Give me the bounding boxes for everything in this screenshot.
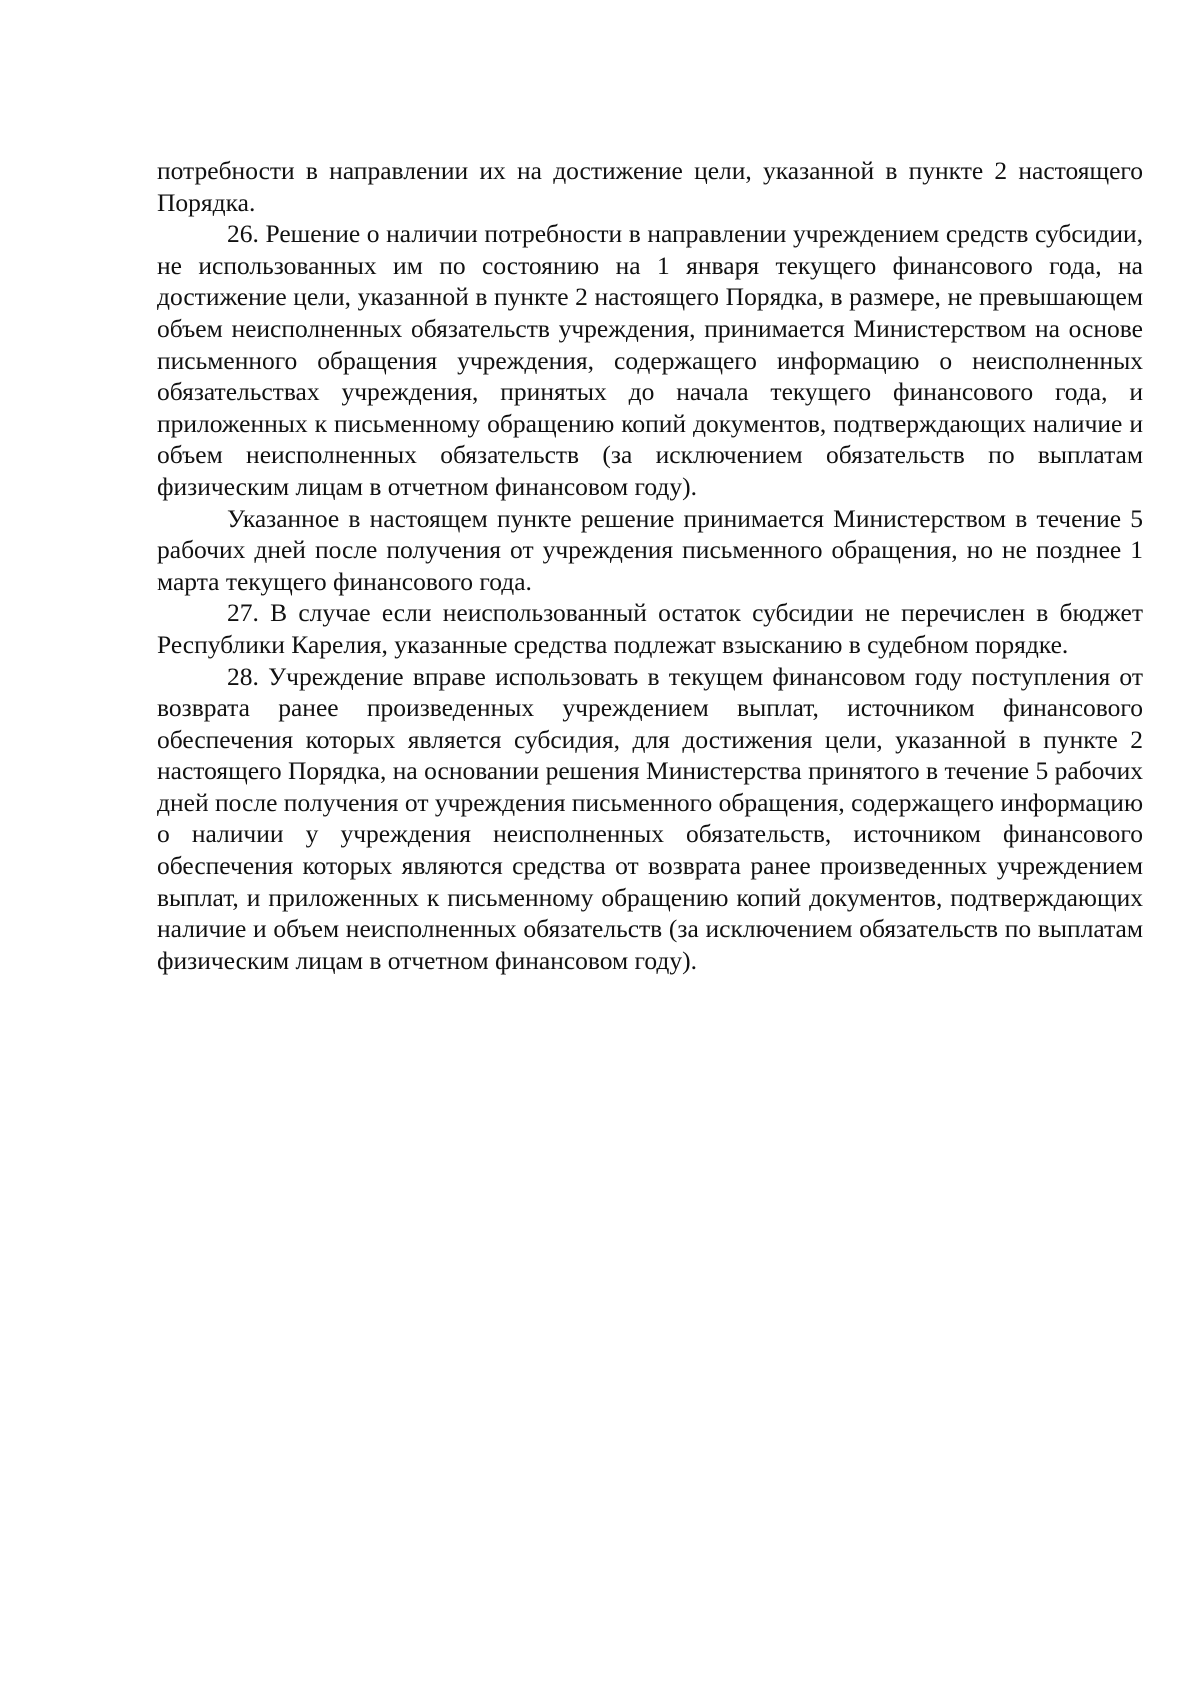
paragraph-item-26: 26. Решение о наличии потребности в направлении учреждением средств субсидии, не использованных им по состоянию на 1 января текущего финансового года, на достижение цели, указанной в пункте 2 настоящего Порядка, в размере, не превышающем объем неисполненных обязательств учреждения, принимается Министерством на основе письменного обращения учреждения, содержащего информацию о неисполненных обязательствах учреждения, принятых до начала текущего финансового года, и приложенных к письменному обращению копий документов, подтверждающих наличие и объем неисполненных обязательств (за исключением обязательств по выплатам физическим лицам в отчетном финансовом году). xyxy=(157,219,1143,501)
paragraph-item-26-decision-term: Указанное в настоящем пункте решение принимается Министерством в течение 5 рабочих дней после получения от учреждения письменного обращения, но не позднее 1 марта текущего финансового года. xyxy=(157,503,1143,596)
paragraph-item-27: 27. В случае если неиспользованный остаток субсидии не перечислен в бюджет Республики Карелия, указанные средства подлежат взысканию в судебном порядке. xyxy=(157,598,1143,659)
document-body xyxy=(157,155,1143,976)
paragraph-continuation: потребности в направлении их на достижение цели, указанной в пункте 2 настоящего Порядка. xyxy=(157,156,1143,217)
paragraph-item-28: 28. Учреждение вправе использовать в текущем финансовом году поступления от возврата ранее произведенных учреждением выплат, источником финансового обеспечения которых является субсидия, для достижения цели, указанной в пункте 2 настоящего Порядка, на основании решения Министерства принятого в течение 5 рабочих дней после получения от учреждения письменного обращения, содержащего информацию о наличии у учреждения неисполненных обязательств, источником финансового обеспечения которых являются средства от возврата ранее произведенных учреждением выплат, и приложенных к письменному обращению копий документов, подтверждающих наличие и объем неисполненных обязательств (за исключением обязательств по выплатам физическим лицам в отчетном финансовом году). xyxy=(157,661,1143,975)
